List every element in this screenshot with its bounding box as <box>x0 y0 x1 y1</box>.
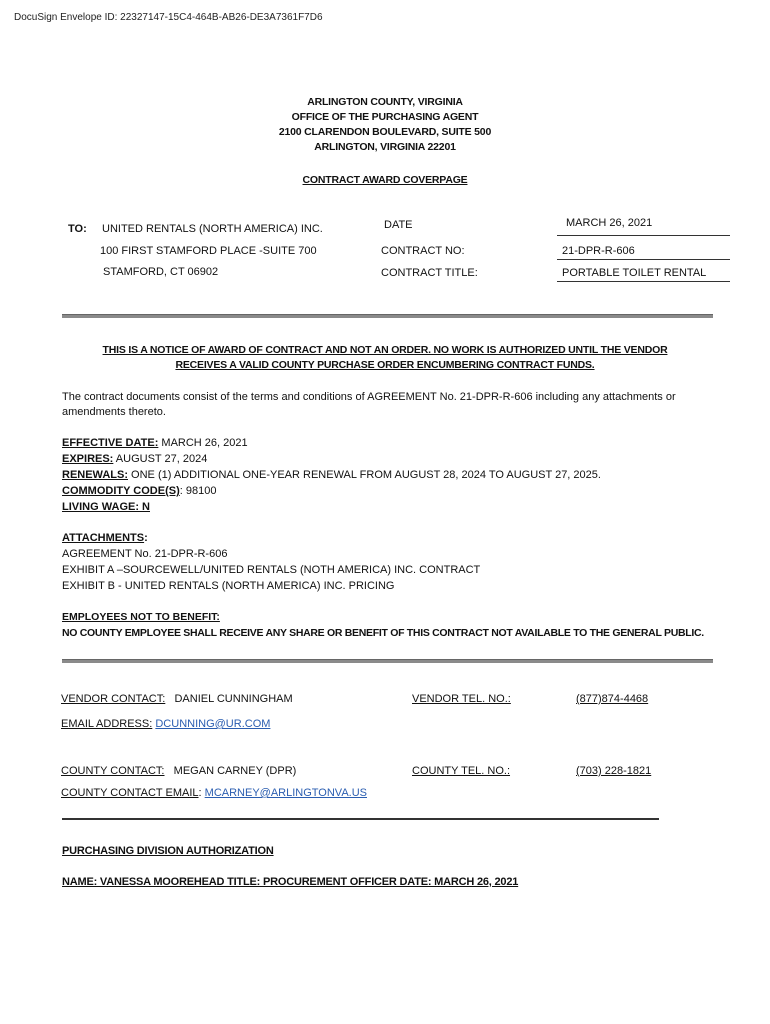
attachment-item-1: AGREEMENT No. 21-DPR-R-606 <box>62 548 228 560</box>
notice-line-2: RECEIVES A VALID COUNTY PURCHASE ORDER ENCUMBERING CONTRACT FUNDS. <box>175 359 595 371</box>
document-title: CONTRACT AWARD COVERPAGE <box>302 174 468 186</box>
contract-no-value: 21-DPR-R-606 <box>562 245 635 257</box>
contract-no-label: CONTRACT NO: <box>381 245 465 257</box>
header-line-2: OFFICE OF THE PURCHASING AGENT <box>291 111 479 123</box>
vendor-tel-label: VENDOR TEL. NO.: <box>412 693 511 705</box>
vendor-email-link[interactable]: DCUNNING@UR.COM <box>155 718 271 730</box>
authorization-heading: PURCHASING DIVISION AUTHORIZATION <box>62 845 274 857</box>
county-contact-name: MEGAN CARNEY (DPR) <box>173 765 297 777</box>
commodity-code-label: COMMODITY CODE(S) <box>62 485 180 497</box>
vendor-email <box>61 718 270 730</box>
date-value: MARCH 26, 2021 <box>566 217 653 229</box>
documents-line-1: The contract documents consist of the terms and conditions of AGREEMENT No. 21-DPR-R-606 including any attachments or <box>62 391 676 403</box>
notice-line-1: THIS IS A NOTICE OF AWARD OF CONTRACT AND NOT AN ORDER. NO WORK IS AUTHORIZED UNTIL THE VENDOR <box>102 344 668 356</box>
section-divider <box>62 314 713 318</box>
vendor-name: UNITED RENTALS (NORTH AMERICA) INC. <box>102 223 323 235</box>
header-line-1: ARLINGTON COUNTY, VIRGINIA <box>307 96 463 108</box>
vendor-address-1: 100 FIRST STAMFORD PLACE -SUITE 700 <box>100 245 317 257</box>
docusign-envelope-id: DocuSign Envelope ID: 22327147-15C4-464B-AB26-DE3A7361F7D6 <box>14 12 323 23</box>
attachment-item-2: EXHIBIT A –SOURCEWELL/UNITED RENTALS (NOTH AMERICA) INC. CONTRACT <box>62 564 481 576</box>
commodity-code <box>62 485 216 497</box>
employees-heading: EMPLOYEES NOT TO BENEFIT: <box>62 611 220 623</box>
to-label: TO: <box>68 223 87 235</box>
effective-date-label: EFFECTIVE DATE: <box>62 437 159 449</box>
expires-value: AUGUST 27, 2024 <box>113 453 208 465</box>
county-contact-label: COUNTY CONTACT: <box>61 765 165 777</box>
employees-text: NO COUNTY EMPLOYEE SHALL RECEIVE ANY SHARE OR BENEFIT OF THIS CONTRACT NOT AVAILABLE TO THE GENERAL PUBLIC. <box>62 627 704 639</box>
county-email-label: COUNTY CONTACT EMAIL <box>61 787 199 799</box>
vendor-contact-name: DANIEL CUNNINGHAM <box>174 693 293 705</box>
contract-title-value: PORTABLE TOILET RENTAL <box>562 267 707 279</box>
living-wage: LIVING WAGE: N <box>62 501 150 513</box>
county-tel-value: (703) 228-1821 <box>576 765 652 777</box>
renewals-value: ONE (1) ADDITIONAL ONE-YEAR RENEWAL FROM AUGUST 28, 2024 TO AUGUST 27, 2025. <box>128 469 601 481</box>
authorization-signature-line: NAME: VANESSA MOOREHEAD TITLE: PROCUREMENT OFFICER DATE: MARCH 26, 2021 <box>62 876 519 888</box>
vendor-address-2: STAMFORD, CT 06902 <box>103 266 219 278</box>
effective-date <box>62 437 248 449</box>
expires <box>62 453 207 465</box>
header-line-3: 2100 CLARENDON BOULEVARD, SUITE 500 <box>278 126 492 138</box>
section-divider-2 <box>62 659 713 663</box>
date-label: DATE <box>384 219 413 231</box>
renewals-label: RENEWALS: <box>62 469 128 481</box>
expires-label: EXPIRES: <box>62 453 114 465</box>
vendor-contact-label: VENDOR CONTACT: <box>61 693 166 705</box>
county-contact <box>61 765 296 777</box>
vendor-email-label: EMAIL ADDRESS: <box>61 718 153 730</box>
contract-title-underline <box>557 281 730 282</box>
effective-date-value: MARCH 26, 2021 <box>158 437 248 449</box>
attachment-item-3: EXHIBIT B - UNITED RENTALS (NORTH AMERICA) INC. PRICING <box>62 580 395 592</box>
contract-title-label: CONTRACT TITLE: <box>381 267 478 279</box>
date-underline <box>557 235 730 236</box>
vendor-tel-value: (877)874-4468 <box>576 693 649 705</box>
section-divider-3 <box>62 818 659 820</box>
county-email <box>61 787 367 799</box>
header-line-4: ARLINGTON, VIRGINIA 22201 <box>314 141 456 153</box>
county-email-colon: : <box>198 787 202 799</box>
contract-no-underline <box>557 259 730 260</box>
documents-line-2: amendments thereto. <box>62 406 166 418</box>
renewals <box>62 469 601 481</box>
attachments-label: ATTACHMENTS <box>62 532 145 544</box>
county-email-link[interactable]: MCARNEY@ARLINGTONVA.US <box>204 787 367 799</box>
attachments-heading <box>62 532 148 544</box>
county-tel-label: COUNTY TEL. NO.: <box>412 765 511 777</box>
commodity-code-value: : 98100 <box>179 485 217 497</box>
attachments-colon: : <box>144 532 148 544</box>
vendor-contact <box>61 693 293 705</box>
